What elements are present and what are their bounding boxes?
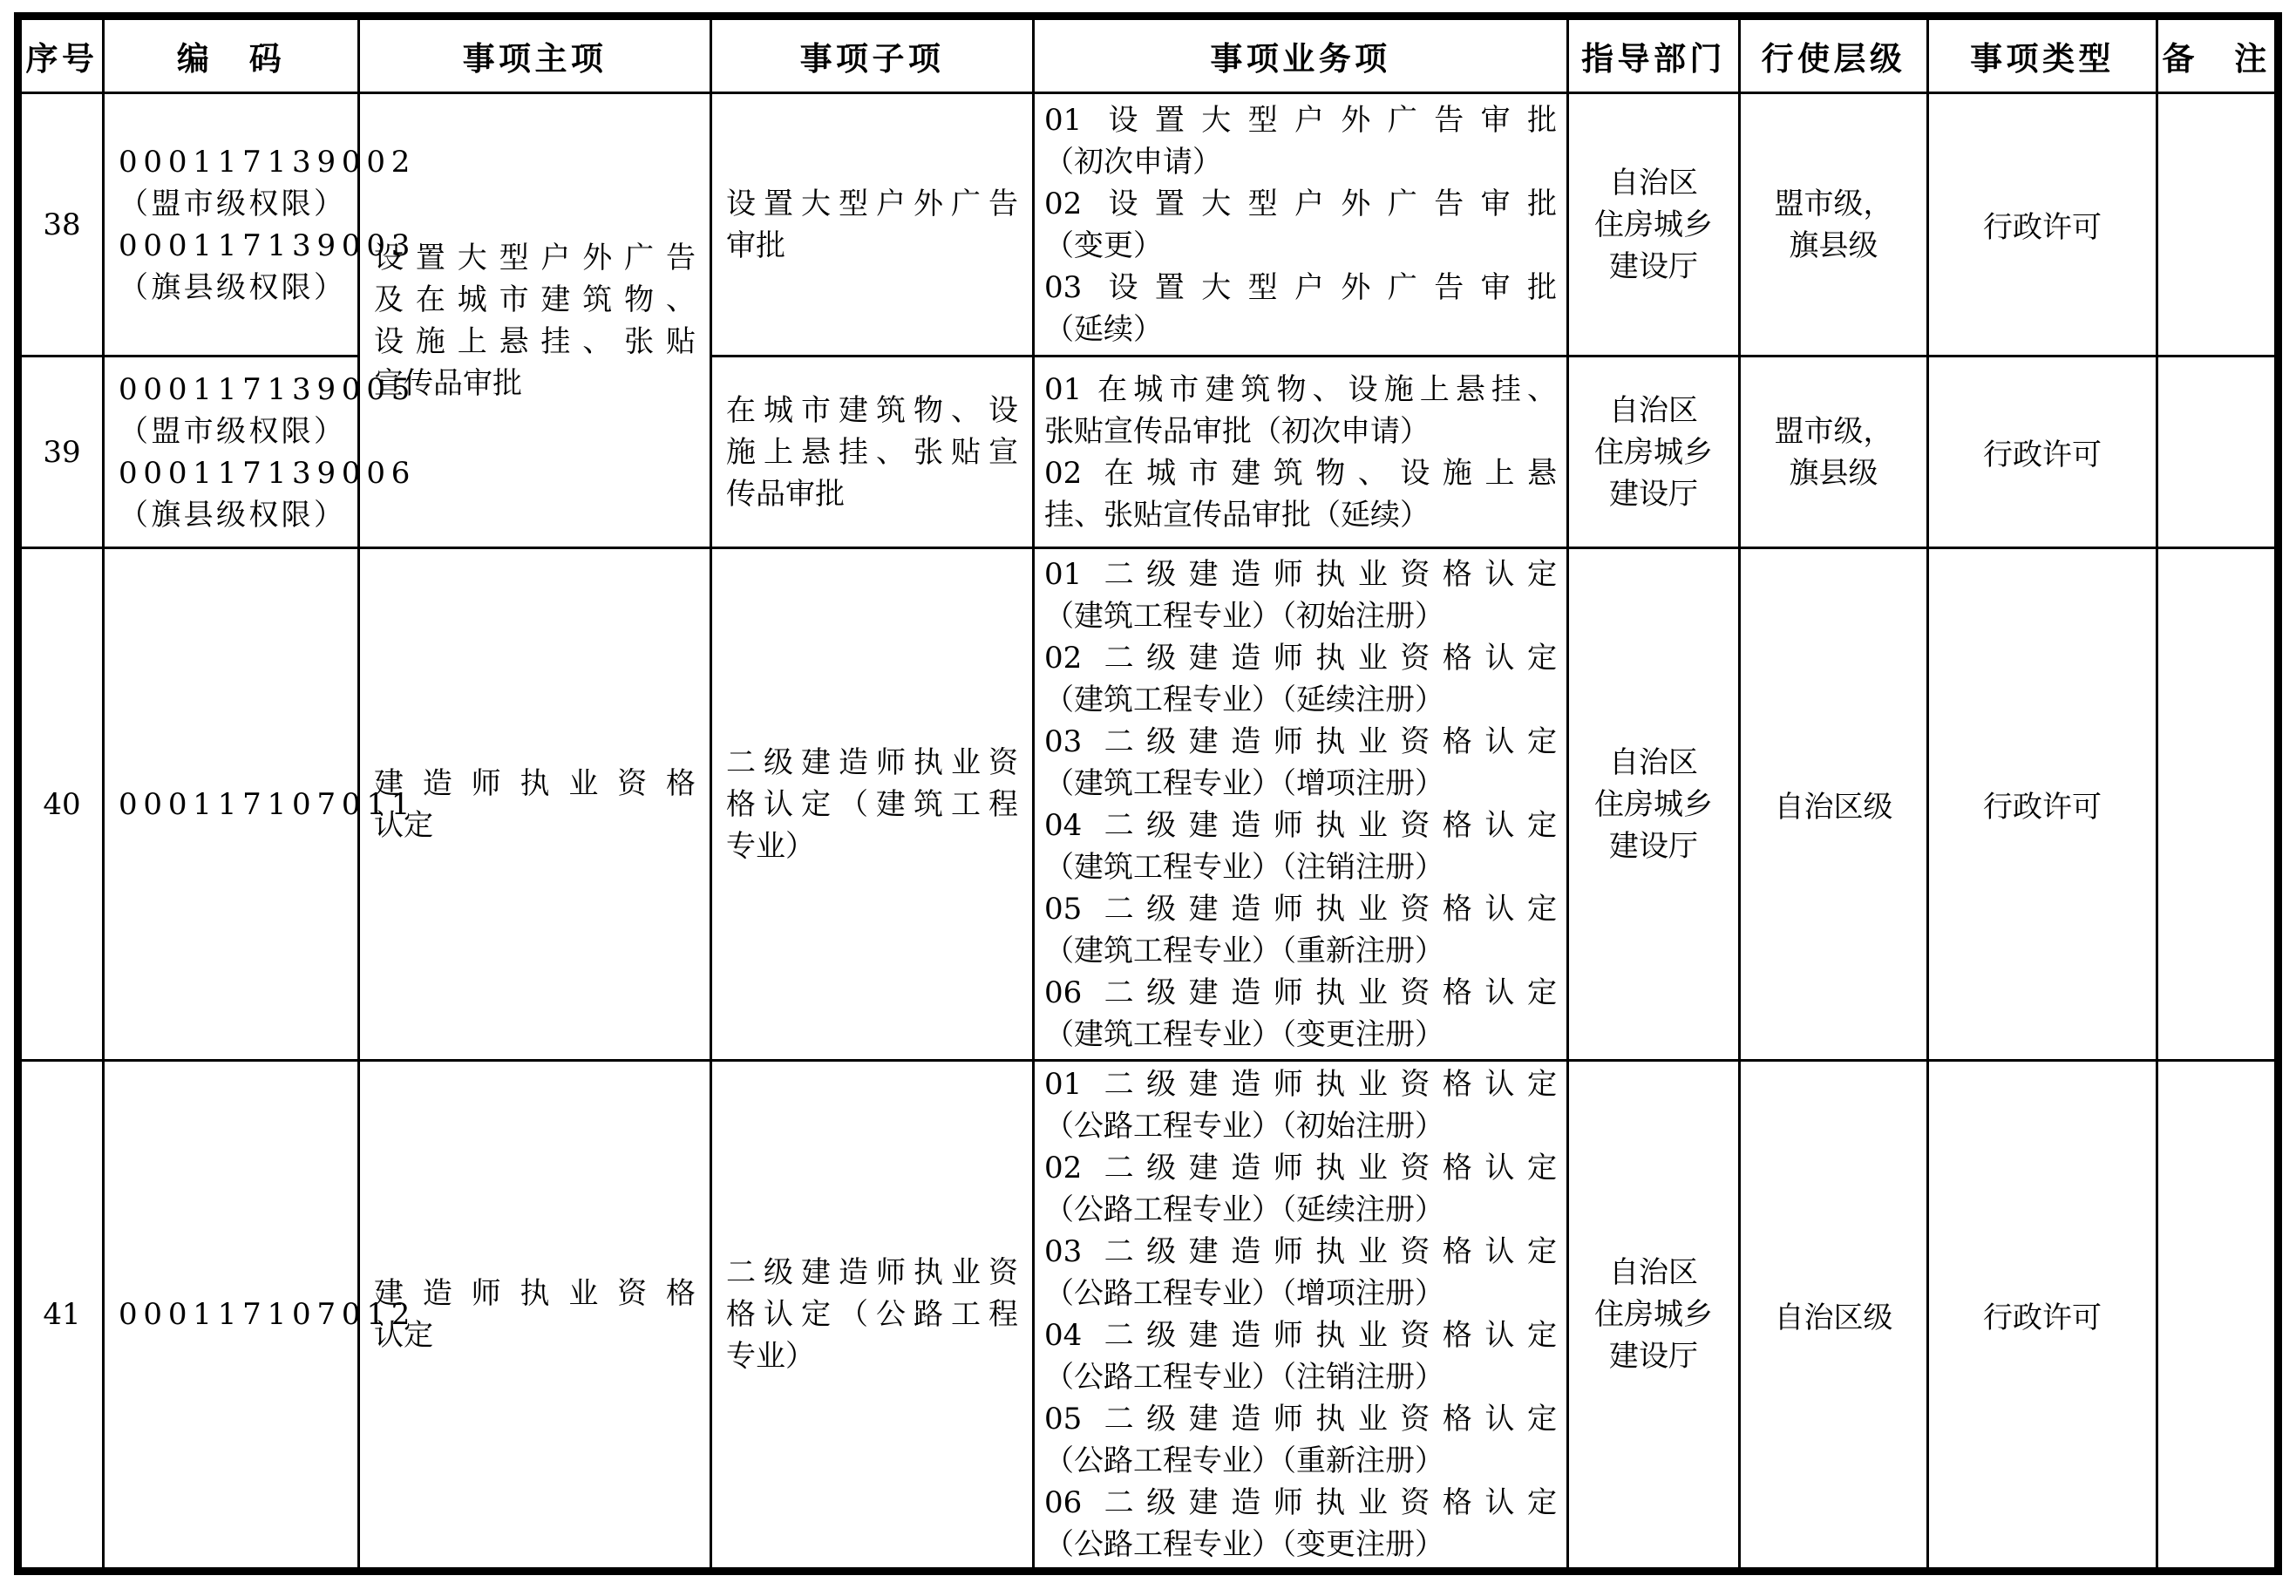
cell-41-sub-item (711, 1061, 1034, 1572)
text-line: 格认定（公路工程 (726, 1297, 1018, 1332)
text-line: 自治区 (1609, 165, 1698, 200)
text-line: 专业） (726, 1339, 815, 1374)
cell-38-guide-dept (1568, 93, 1740, 357)
text-line: （建筑工程专业）（增项注册） (1044, 765, 1444, 801)
cell-39-seq: 39 (18, 357, 104, 548)
cell-40-exercise-level: 自治区级 (1740, 548, 1928, 1061)
text-line: （初次申请） (1044, 144, 1222, 180)
text-line: 01 在城市建筑物、设施上悬挂、 (1044, 371, 1557, 407)
cell-39-code (104, 357, 417, 548)
cell-39-item-type: 行政许可 (1928, 357, 2157, 548)
cell-40-seq: 40 (18, 548, 104, 1061)
column-header-main-item: 事项主项 (359, 17, 711, 93)
text-line: （变更） (1044, 228, 1163, 263)
text-line: 自治区 (1609, 744, 1698, 780)
text-line: 05 二级建造师执业资格认定 (1044, 891, 1557, 927)
text-line: 建造师执业资格 (374, 765, 696, 801)
text-line: （旗县级权限） (119, 497, 343, 533)
text-line: 02 二级建造师执业资格认定 (1044, 1151, 1557, 1185)
cell-41-item-type: 行政许可 (1928, 1061, 2157, 1572)
text-line: 盟市级， (1774, 186, 1893, 221)
cell-40-remarks (2157, 548, 2279, 1061)
column-header-code: 编 码 (104, 17, 359, 93)
cell-40-sub-item (711, 548, 1034, 1061)
column-header-item-type: 事项类型 (1928, 17, 2157, 93)
text-line: 02 二级建造师执业资格认定 (1044, 640, 1557, 676)
text-line: 审批 (726, 228, 785, 263)
cell-41-main-item (359, 1061, 711, 1572)
cell-38-code (104, 93, 417, 357)
text-line: 专业） (726, 828, 815, 864)
column-header-sub-item: 事项子项 (711, 17, 1034, 93)
text-line: 06 二级建造师执业资格认定 (1044, 1485, 1557, 1520)
text-line: 传品审批 (726, 476, 845, 512)
text-line: 二级建造师执业资 (726, 744, 1018, 780)
text-line: 01 二级建造师执业资格认定 (1044, 1067, 1557, 1102)
column-header-guide-dept: 指导部门 (1568, 17, 1740, 93)
cell-38-remarks (2157, 93, 2279, 357)
cell-41-guide-dept (1568, 1061, 1740, 1572)
cell-40-code: 000117107011 (104, 548, 359, 1061)
cell-41-business-items (1034, 1061, 1568, 1572)
text-line: （建筑工程专业）（变更注册） (1044, 1016, 1444, 1052)
text-line: 建设厅 (1609, 476, 1698, 512)
text-line: 自治区 (1609, 392, 1698, 428)
text-line: 住房城乡 (1594, 786, 1713, 822)
text-line: 盟市级， (1774, 413, 1893, 449)
text-line: （建筑工程专业）（注销注册） (1044, 849, 1444, 885)
text-line: 05 二级建造师执业资格认定 (1044, 1402, 1557, 1436)
text-line: 张贴宣传品审批（初次申请） (1044, 413, 1430, 449)
header-row (18, 17, 2279, 93)
text-line: （盟市级权限） (119, 186, 343, 221)
text-line: （公路工程专业）（重新注册） (1044, 1443, 1444, 1478)
text-line: （公路工程专业）（增项注册） (1044, 1276, 1444, 1311)
cell-38-seq: 38 (18, 93, 104, 357)
text-line: 自治区 (1609, 1255, 1698, 1290)
column-header-seq: 序号 (18, 17, 104, 93)
cell-39-remarks (2157, 357, 2279, 548)
text-line: （建筑工程专业）（重新注册） (1044, 933, 1444, 968)
text-line: 设施上悬挂、张贴 (374, 323, 696, 359)
text-line: （延续） (1044, 311, 1163, 347)
cell-39-business-items (1034, 357, 1568, 548)
cell-40-main-item (359, 548, 711, 1061)
text-line: 宣传品审批 (374, 365, 522, 401)
text-line: 二级建造师执业资 (726, 1255, 1018, 1290)
text-line: 在城市建筑物、设 (726, 392, 1018, 428)
cell-40-business-items (1034, 548, 1568, 1061)
table-row-41 (18, 1061, 2279, 1572)
column-header-remarks: 备 注 (2157, 17, 2279, 93)
table-body (18, 93, 2279, 1572)
text-line: 挂、张贴宣传品审批（延续） (1044, 497, 1430, 533)
text-line: （公路工程专业）（变更注册） (1044, 1527, 1444, 1562)
table-row-39 (18, 357, 2279, 548)
text-line: 建设厅 (1609, 828, 1698, 864)
text-line: 及在城市建筑物、 (374, 282, 696, 317)
text-line: 设置大型户外广告 (726, 186, 1018, 221)
text-line: （建筑工程专业）（初始注册） (1044, 598, 1444, 634)
text-line: 01 设置大型户外广告审批 (1044, 102, 1557, 138)
text-line: 000117139006 (119, 455, 417, 491)
text-line: 03 二级建造师执业资格认定 (1044, 723, 1557, 759)
cell-40-guide-dept (1568, 548, 1740, 1061)
cell-38-item-type: 行政许可 (1928, 93, 2157, 357)
column-header-exercise-level: 行使层级 (1740, 17, 1928, 93)
text-line: 施上悬挂、张贴宣 (726, 434, 1018, 470)
text-line: 04 二级建造师执业资格认定 (1044, 1318, 1557, 1353)
text-line: 01 二级建造师执业资格认定 (1044, 556, 1557, 592)
cell-39-sub-item (711, 357, 1034, 548)
cell-41-exercise-level: 自治区级 (1740, 1061, 1928, 1572)
text-line: 建设厅 (1609, 1339, 1698, 1374)
cell-39-guide-dept (1568, 357, 1740, 548)
text-line: 000117139003 (119, 228, 417, 263)
cell-38-sub-item (711, 93, 1034, 357)
text-line: 03 二级建造师执业资格认定 (1044, 1234, 1557, 1269)
text-line: 04 二级建造师执业资格认定 (1044, 807, 1557, 843)
text-line: （公路工程专业）（延续注册） (1044, 1192, 1444, 1227)
text-line: 06 二级建造师执业资格认定 (1044, 975, 1557, 1010)
text-line: 03 设置大型户外广告审批 (1044, 269, 1557, 305)
text-line: 建设厅 (1609, 248, 1698, 284)
text-line: 000117139005 (119, 371, 417, 407)
text-line: 设置大型户外广告 (374, 240, 696, 275)
text-line: 住房城乡 (1594, 1297, 1713, 1332)
cell-38-business-items (1034, 93, 1568, 357)
text-line: 认定 (374, 1318, 433, 1353)
text-line: 旗县级 (1789, 455, 1878, 491)
text-line: 02 在城市建筑物、设施上悬 (1044, 455, 1557, 491)
table-row-38 (18, 93, 2279, 357)
table-header (18, 17, 2279, 93)
table-row-40 (18, 548, 2279, 1061)
cell-41-remarks (2157, 1061, 2279, 1572)
approval-items-table (14, 12, 2282, 1575)
text-line: 住房城乡 (1594, 207, 1713, 242)
text-line: 旗县级 (1789, 228, 1878, 263)
text-line: 建造师执业资格 (374, 1276, 696, 1311)
text-line: 格认定（建筑工程 (726, 786, 1018, 822)
text-line: （公路工程专业）（初始注册） (1044, 1109, 1444, 1144)
cell-41-code: 000117107012 (104, 1061, 359, 1572)
text-line: 02 设置大型户外广告审批 (1044, 186, 1557, 221)
column-header-business-items: 事项业务项 (1034, 17, 1568, 93)
text-line: （公路工程专业）（注销注册） (1044, 1360, 1444, 1395)
cell-38-exercise-level (1740, 93, 1928, 357)
cell-39-exercise-level (1740, 357, 1928, 548)
cell-40-item-type: 行政许可 (1928, 548, 2157, 1061)
cell-41-seq: 41 (18, 1061, 104, 1572)
text-line: 住房城乡 (1594, 434, 1713, 470)
text-line: 000117139002 (119, 144, 417, 180)
text-line: 认定 (374, 807, 433, 843)
text-line: （旗县级权限） (119, 269, 343, 305)
text-line: （建筑工程专业）（延续注册） (1044, 682, 1444, 717)
text-line: （盟市级权限） (119, 413, 343, 449)
